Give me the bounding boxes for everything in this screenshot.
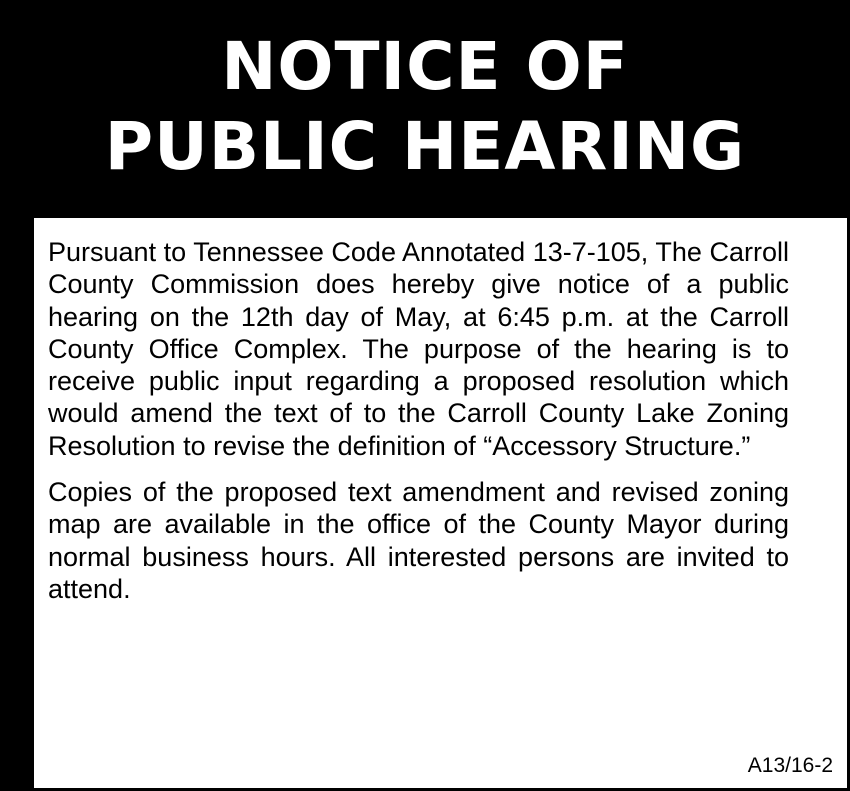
notice-body-panel (34, 218, 847, 788)
notice-header (0, 0, 850, 214)
paragraph-hearing-details: Pursuant to Tennessee Code Annotated 13-7-105, The Carroll County Commission does hereby give notice of a public hearing on the 12th day of May, at 6:45 p.m. at the Carroll County Office Complex. The purpose of the hearing is to receive public input regarding a proposed resolution which would amend the text of to the Carroll County Lake Zoning Resolution to revise the definition of “Accessory Structure.” (48, 237, 789, 461)
notice-body-text (48, 236, 789, 605)
title-line-2: PUBLIC HEARING (104, 108, 746, 185)
title-line-1: NOTICE OF (221, 28, 629, 105)
paragraph-copies-available: Copies of the proposed text amendment and revised zoning map are available in the office of the County Mayor during normal business hours. All interested persons are invited to attend. (48, 477, 789, 604)
reference-code: A13/16-2 (747, 754, 833, 777)
